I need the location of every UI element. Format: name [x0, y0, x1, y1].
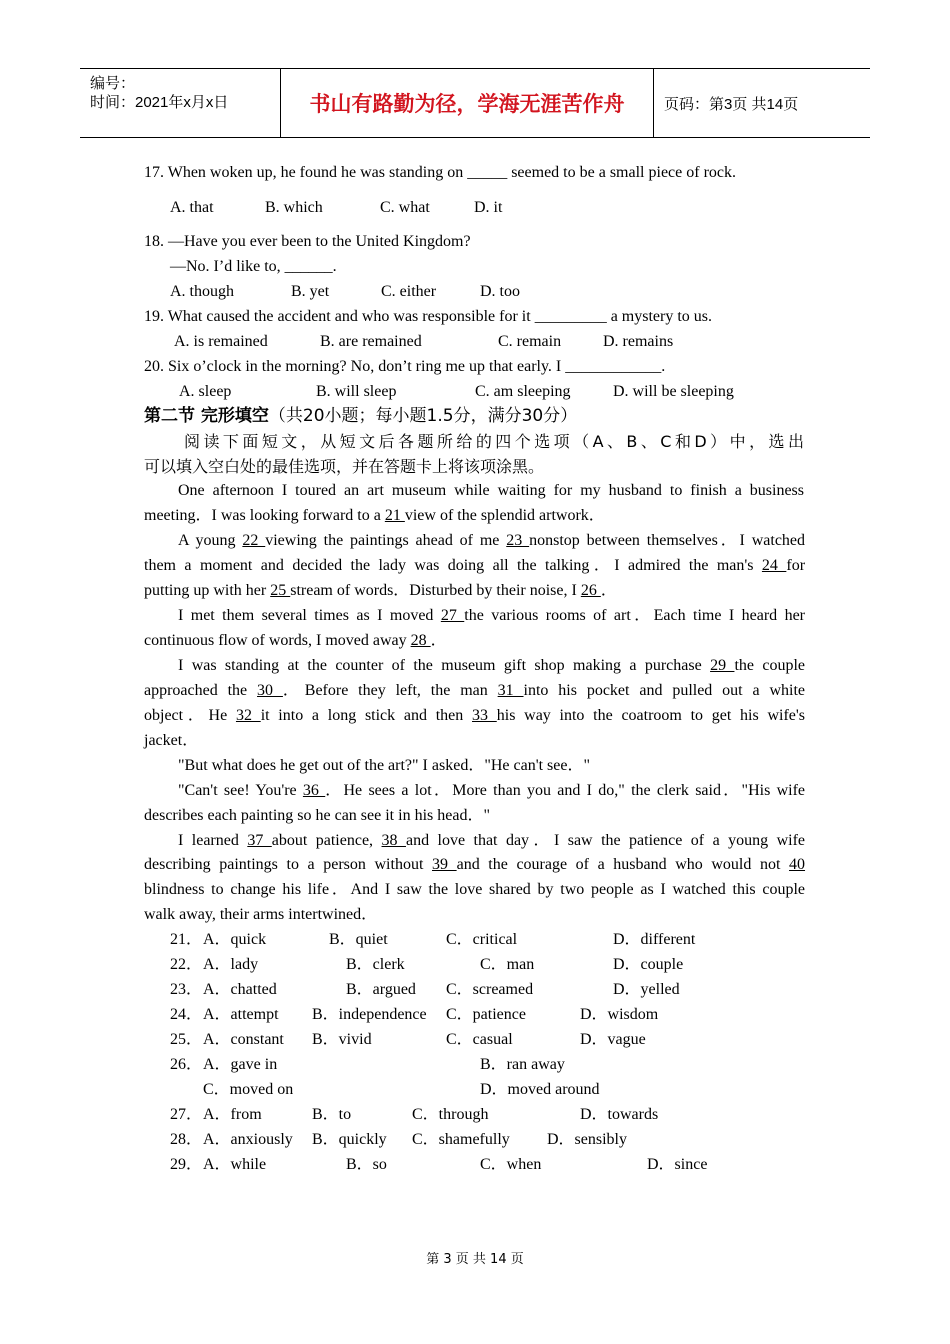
option-d: D．yelled — [613, 981, 680, 998]
option-d: D．moved around — [480, 1081, 600, 1098]
option-d: D．vague — [580, 1031, 646, 1048]
option-c: C．patience — [446, 1006, 526, 1023]
option-a: A．lady — [203, 956, 259, 973]
option-d: D．towards — [580, 1106, 659, 1123]
question-17-stem: 17. When woken up, he found he was standing on _____ seemed to be a small piece of rock. — [144, 164, 736, 181]
section-2-instruction-1: 阅读下面短文，从短文后各题所给的四个选项（A、B、C和D）中，选出 — [184, 432, 804, 451]
option-b: B．clerk — [346, 956, 405, 973]
passage-line: describing paintings to a person without 39 and the courage of a husband who would not 40 — [144, 856, 806, 873]
option-a: A．chatted — [203, 981, 277, 998]
option-number: 24． — [170, 1006, 203, 1023]
q18-option-c: C. either — [381, 283, 437, 300]
question-18-stem: 18. —Have you ever been to the United Kingdom? — [144, 233, 471, 250]
section-2-note: （共20小题；每小题1.5分，满分30分） — [268, 406, 578, 426]
blank-40: 40 — [789, 856, 806, 873]
option-d: D．wisdom — [580, 1006, 659, 1023]
passage-line: A young 22 viewing the paintings ahead of me 23 nonstop between themselves．I watched — [178, 532, 806, 549]
q20-option-d: D. will be sleeping — [613, 383, 734, 400]
option-c: C．casual — [446, 1031, 513, 1048]
passage-line: "Can't see! You're 36 ．He sees a lot．More than you and I do," the clerk said．"His wife — [178, 782, 806, 799]
blank-28: 28 — [410, 632, 431, 649]
option-b: B．so — [346, 1156, 387, 1173]
option-c: C．shamefully — [412, 1131, 510, 1148]
question-20-stem: 20. Six o’clock in the morning? No, don’t ring me up that early. I ____________. — [144, 358, 666, 375]
option-c: C．critical — [446, 931, 518, 948]
q20-option-c: C. am sleeping — [475, 383, 571, 400]
header-meta — [80, 69, 281, 137]
passage-line: One afternoon I toured an art museum while waiting for my husband to finish a business — [178, 482, 804, 499]
option-number: 28． — [170, 1131, 203, 1148]
option-b: B．quickly — [312, 1131, 387, 1148]
q19-option-a: A. is remained — [174, 333, 268, 350]
q18-option-b: B. yet — [291, 283, 330, 300]
option-number: 23． — [170, 981, 203, 998]
q18-option-a: A. though — [170, 283, 234, 300]
passage-line: I met them several times as I moved 27 the various rooms of art．Each time I heard her — [178, 607, 806, 624]
section-2-heading — [144, 405, 577, 427]
number-label: 编号： — [90, 75, 136, 92]
blank-25: 25 — [270, 582, 291, 599]
blank-31: 31 — [497, 682, 524, 699]
blank-27: 27 — [440, 607, 465, 624]
question-19-stem: 19. What caused the accident and who was responsible for it _________ a mystery to us. — [144, 308, 713, 325]
option-a: A．while — [203, 1156, 267, 1173]
q17-option-a: A. that — [170, 199, 214, 216]
header-motto: 书山有路勤为径，学海无涯苦作舟 — [281, 69, 654, 137]
q19-option-c: C. remain — [498, 333, 562, 350]
passage-line: approached the 30 ．Before they left, the man 31 into his pocket and pulled out a white — [144, 682, 806, 699]
option-c: C．when — [480, 1156, 542, 1173]
blank-33: 33 — [472, 707, 497, 724]
section-2-title: 第二节 完形填空 — [144, 406, 269, 426]
option-number: 22． — [170, 956, 203, 973]
blank-22: 22 — [242, 532, 266, 549]
q17-option-b: B. which — [265, 199, 323, 216]
q18-option-d: D. too — [480, 283, 520, 300]
passage-line: "But what does he get out of the art?" I asked．"He can't see．" — [178, 757, 590, 774]
blank-37: 37 — [247, 832, 272, 849]
blank-29: 29 — [710, 657, 735, 674]
passage-line: them a moment and decided the lady was doing all the talking．I admired the man's 24 for — [144, 557, 806, 574]
option-a: A．quick — [203, 931, 267, 948]
option-a: A．gave in — [203, 1056, 278, 1073]
option-number: 29． — [170, 1156, 203, 1173]
q17-option-d: D. it — [474, 199, 503, 216]
blank-24: 24 — [761, 557, 787, 574]
option-c: C．moved on — [203, 1081, 294, 1098]
page-header — [80, 68, 870, 138]
header-page-info: 页码：第3页 共14页 — [664, 95, 799, 113]
blank-36: 36 — [302, 782, 326, 799]
blank-26: 26 — [580, 582, 601, 599]
passage-line: continuous flow of words, I moved away 28 ． — [144, 632, 447, 649]
page-footer: 第 3 页 共 14 页 — [426, 1252, 524, 1267]
section-2-instruction-2: 可以填入空白处的最佳选项，并在答题卡上将该项涂黑。 — [144, 457, 545, 476]
option-a: A．attempt — [203, 1006, 279, 1023]
option-d: D．since — [647, 1156, 708, 1173]
passage-line: walk away, their arms intertwined． — [144, 906, 378, 923]
option-a: A．constant — [203, 1031, 284, 1048]
option-number: 25． — [170, 1031, 203, 1048]
passage-line: meeting．I was looking forward to a 21 view of the splendid artwork． — [144, 507, 605, 524]
passage-line: putting up with her 25 stream of words．Disturbed by their noise, I 26 ． — [144, 582, 617, 599]
option-d: D．sensibly — [547, 1131, 628, 1148]
passage-line: I learned 37 about patience, 38 and love that day．I saw the patience of a young wife — [178, 832, 806, 849]
q19-option-b: B. are remained — [320, 333, 422, 350]
option-d: D．different — [613, 931, 696, 948]
blank-32: 32 — [235, 707, 261, 724]
option-number: 27． — [170, 1106, 203, 1123]
passage-line: jacket． — [144, 732, 199, 749]
option-b: B．to — [312, 1106, 352, 1123]
question-18-reply: —No. I’d like to, ______. — [170, 258, 337, 275]
passage-line: object．He 32 it into a long stick and then 33 his way into the coatroom to get his wife's — [144, 707, 805, 724]
blank-23: 23 — [506, 532, 530, 549]
blank-38: 38 — [381, 832, 406, 849]
option-c: C．man — [480, 956, 535, 973]
option-b: B．independence — [312, 1006, 427, 1023]
blank-21: 21 — [384, 507, 405, 524]
q17-option-c: C. what — [380, 199, 430, 216]
option-b: B．vivid — [312, 1031, 372, 1048]
blank-39: 39 — [432, 856, 457, 873]
option-b: B．ran away — [480, 1056, 565, 1073]
passage-line: blindness to change his life．And I saw the love shared by two people as I watched this couple — [144, 881, 805, 898]
option-number: 26． — [170, 1056, 203, 1073]
option-number: 21． — [170, 931, 203, 948]
time-label: 时间：2021年x月x日 — [90, 94, 229, 111]
q20-option-a: A. sleep — [179, 383, 232, 400]
option-b: B．argued — [346, 981, 416, 998]
option-c: C．through — [412, 1106, 489, 1123]
option-d: D．couple — [613, 956, 684, 973]
option-a: A．anxiously — [203, 1131, 293, 1148]
option-c: C．screamed — [446, 981, 534, 998]
blank-30: 30 — [257, 682, 283, 699]
option-b: B．quiet — [329, 931, 388, 948]
q20-option-b: B. will sleep — [316, 383, 397, 400]
option-a: A．from — [203, 1106, 262, 1123]
passage-line: describes each painting so he can see it in his head．" — [144, 807, 490, 824]
q19-option-d: D. remains — [603, 333, 674, 350]
passage-line: I was standing at the counter of the museum gift shop making a purchase 29 the couple — [178, 657, 806, 674]
